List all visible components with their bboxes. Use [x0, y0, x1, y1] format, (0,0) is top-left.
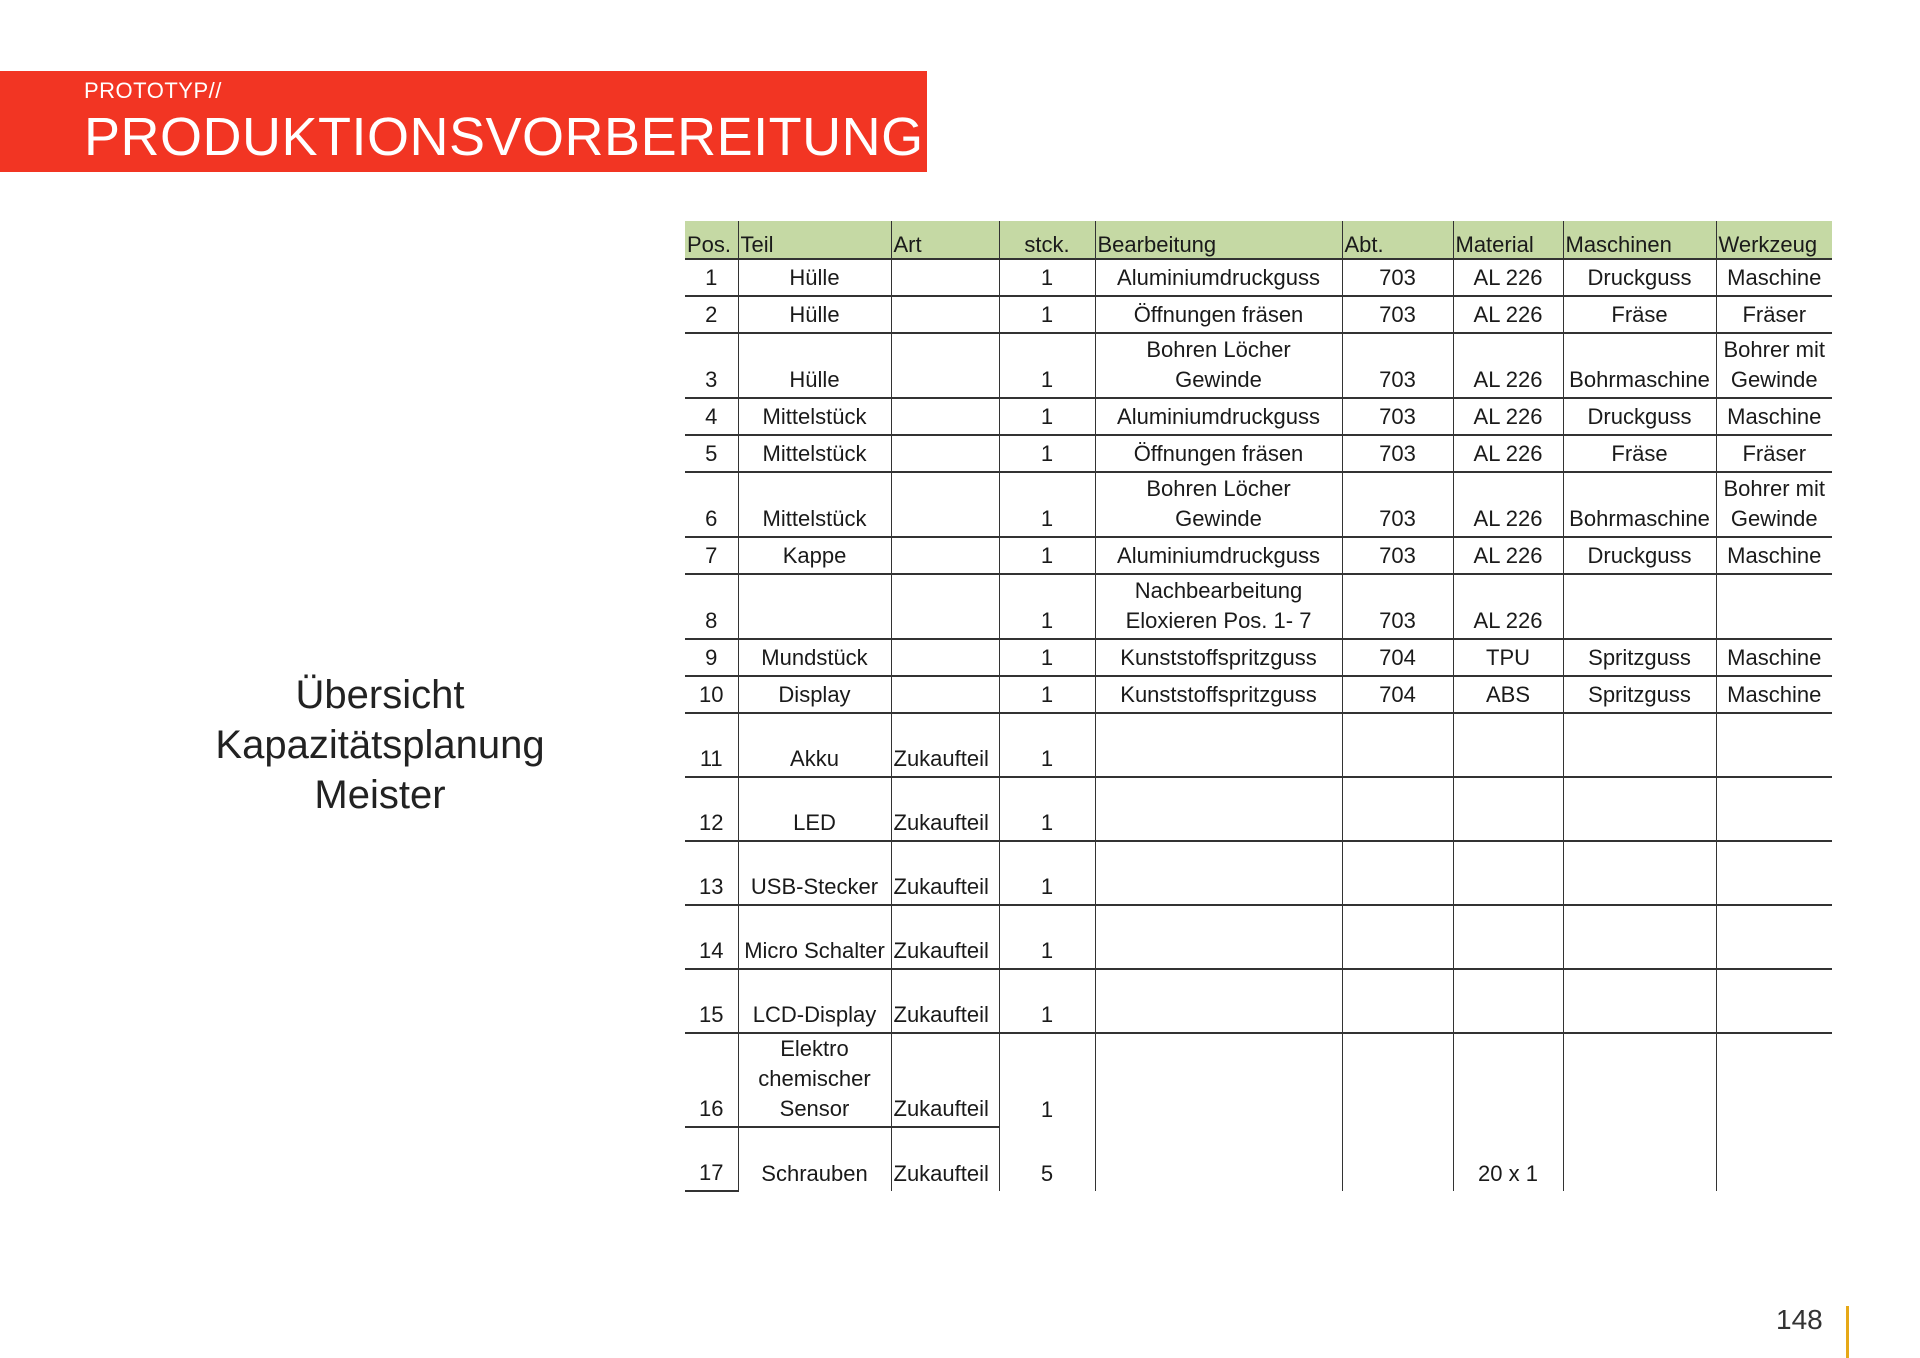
table-row: [685, 435, 1832, 472]
cell-maschinen: Fräse: [1563, 435, 1716, 472]
cell-line: chemischer: [758, 1066, 871, 1091]
cell-art: [891, 435, 999, 472]
cell-werkzeug: Maschine: [1716, 639, 1832, 676]
cell-maschinen: [1563, 1127, 1716, 1191]
cell-werkzeug: [1716, 841, 1832, 905]
cell-bearbeitung: [1095, 841, 1342, 905]
cell-material: AL 226: [1453, 435, 1563, 472]
cell-stck: 1: [999, 398, 1095, 435]
cell-material: [1453, 969, 1563, 1033]
cell-werkzeug: [1716, 713, 1832, 777]
cell-line: Gewinde: [1730, 367, 1818, 392]
cell-teil: LCD-Display: [738, 969, 891, 1033]
table-row: [685, 472, 1832, 537]
cell-teil: Akku: [738, 713, 891, 777]
cell-maschinen: [1563, 905, 1716, 969]
cell-art: [891, 472, 999, 537]
cell-teil: Hülle: [738, 333, 891, 398]
cell-maschinen: [1563, 969, 1716, 1033]
cell-material: AL 226: [1453, 472, 1563, 537]
cell-maschinen: Druckguss: [1563, 259, 1716, 296]
header-kicker: PROTOTYP//: [84, 78, 222, 103]
table-row: [685, 398, 1832, 435]
cell-bearbeitung: Öffnungen fräsen: [1095, 296, 1342, 333]
cell-stck: 1: [999, 435, 1095, 472]
cell-stck: 1: [999, 905, 1095, 969]
cell-material: [1453, 713, 1563, 777]
cell-abt: [1342, 841, 1453, 905]
cell-material: AL 226: [1453, 537, 1563, 574]
cell-pos: 10: [685, 676, 738, 713]
col-header-werkzeug: Werkzeug: [1716, 221, 1832, 259]
table-row: [685, 259, 1832, 296]
cell-line: Elektro: [780, 1036, 849, 1061]
cell-abt: 703: [1342, 259, 1453, 296]
side-caption: [200, 670, 560, 820]
cell-stck: 1: [999, 639, 1095, 676]
cell-line: Bohrer mit: [1723, 476, 1825, 501]
cell-bearbeitung: [1095, 1033, 1342, 1127]
cell-bearbeitung: Aluminiumdruckguss: [1095, 259, 1342, 296]
cell-pos: 8: [685, 574, 738, 639]
cell-material: [1453, 905, 1563, 969]
cell-werkzeug: [1716, 472, 1832, 537]
cell-werkzeug: Fräser: [1716, 296, 1832, 333]
cell-teil: Display: [738, 676, 891, 713]
cell-werkzeug: Fräser: [1716, 435, 1832, 472]
cell-line: Gewinde: [1175, 506, 1262, 531]
cell-pos: 14: [685, 905, 738, 969]
col-header-stck: stck.: [999, 221, 1095, 259]
cell-abt: 703: [1342, 333, 1453, 398]
col-header-art: Art: [891, 221, 999, 259]
cell-teil: Hülle: [738, 259, 891, 296]
cell-werkzeug: Maschine: [1716, 259, 1832, 296]
cell-art: [891, 574, 999, 639]
cell-art: Zukaufteil: [891, 1127, 999, 1191]
cell-pos: 1: [685, 259, 738, 296]
cell-abt: 703: [1342, 537, 1453, 574]
cell-teil: [738, 574, 891, 639]
page-number: 148: [1776, 1304, 1823, 1335]
cell-stck: 1: [999, 841, 1095, 905]
cell-abt: [1342, 1033, 1453, 1127]
table-row: [685, 777, 1832, 841]
cell-art: Zukaufteil: [891, 777, 999, 841]
cell-pos: 16: [685, 1033, 738, 1127]
cell-bearbeitung: Kunststoffspritzguss: [1095, 639, 1342, 676]
cell-maschinen: [1563, 574, 1716, 639]
cell-maschinen: [1563, 1033, 1716, 1127]
cell-bearbeitung: Aluminiumdruckguss: [1095, 537, 1342, 574]
table-row: [685, 537, 1832, 574]
cell-werkzeug: [1716, 1033, 1832, 1127]
cell-line: Sensor: [779, 1096, 850, 1121]
cell-pos: 4: [685, 398, 738, 435]
cell-maschinen: Druckguss: [1563, 537, 1716, 574]
cell-bearbeitung: [1095, 713, 1342, 777]
table-row: [685, 1033, 1832, 1127]
cell-teil: USB-Stecker: [738, 841, 891, 905]
cell-line: Nachbearbeitung: [1134, 578, 1303, 603]
cell-stck: 1: [999, 574, 1095, 639]
cell-abt: [1342, 1127, 1453, 1191]
cell-abt: [1342, 713, 1453, 777]
cell-werkzeug: [1716, 777, 1832, 841]
table-row: [685, 574, 1832, 639]
table-row: [685, 639, 1832, 676]
table-row: [685, 296, 1832, 333]
cell-maschinen: Bohrmaschine: [1563, 333, 1716, 398]
cell-teil: Mittelstück: [738, 398, 891, 435]
cell-maschinen: Spritzguss: [1563, 676, 1716, 713]
cell-abt: 703: [1342, 574, 1453, 639]
cell-maschinen: [1563, 841, 1716, 905]
cell-pos: 9: [685, 639, 738, 676]
cell-pos: 7: [685, 537, 738, 574]
cell-material: AL 226: [1453, 574, 1563, 639]
cell-stck: 1: [999, 969, 1095, 1033]
cell-stck: 1: [999, 537, 1095, 574]
cell-maschinen: Spritzguss: [1563, 639, 1716, 676]
cell-werkzeug: Maschine: [1716, 537, 1832, 574]
cell-pos: 15: [685, 969, 738, 1033]
cell-teil: [738, 1033, 891, 1127]
cell-bearbeitung: [1095, 472, 1342, 537]
cell-werkzeug: [1716, 905, 1832, 969]
cell-bearbeitung: [1095, 969, 1342, 1033]
cell-pos: 5: [685, 435, 738, 472]
cell-stck: 1: [999, 472, 1095, 537]
cell-art: [891, 676, 999, 713]
cell-stck: 1: [999, 713, 1095, 777]
cell-bearbeitung: [1095, 1127, 1342, 1191]
cell-bearbeitung: Öffnungen fräsen: [1095, 435, 1342, 472]
cell-abt: 703: [1342, 435, 1453, 472]
cell-maschinen: [1563, 777, 1716, 841]
cell-pos: 11: [685, 713, 738, 777]
cell-material: [1453, 777, 1563, 841]
cell-stck: 1: [999, 1033, 1095, 1127]
col-header-maschinen: Maschinen: [1563, 221, 1716, 259]
cell-abt: 704: [1342, 639, 1453, 676]
cell-material: [1453, 1033, 1563, 1127]
side-caption-line: Meister: [314, 773, 446, 817]
cell-art: Zukaufteil: [891, 969, 999, 1033]
cell-bearbeitung: Kunststoffspritzguss: [1095, 676, 1342, 713]
table-row: [685, 333, 1832, 398]
cell-maschinen: [1563, 713, 1716, 777]
cell-art: [891, 398, 999, 435]
cell-material: AL 226: [1453, 259, 1563, 296]
cell-abt: [1342, 969, 1453, 1033]
cell-stck: 1: [999, 676, 1095, 713]
cell-art: [891, 296, 999, 333]
cell-abt: [1342, 905, 1453, 969]
cell-abt: 703: [1342, 472, 1453, 537]
cell-stck: 1: [999, 777, 1095, 841]
cell-abt: [1342, 777, 1453, 841]
cell-material: AL 226: [1453, 296, 1563, 333]
cell-line: Bohrer mit: [1723, 337, 1825, 362]
cell-teil: Mittelstück: [738, 472, 891, 537]
cell-werkzeug: [1716, 969, 1832, 1033]
cell-line: Bohren Löcher: [1146, 476, 1291, 501]
cell-art: [891, 639, 999, 676]
cell-abt: 703: [1342, 296, 1453, 333]
cell-teil: LED: [738, 777, 891, 841]
cell-abt: 703: [1342, 398, 1453, 435]
table-header-row: [685, 221, 1832, 259]
col-header-pos: Pos.: [685, 221, 738, 259]
cell-werkzeug: [1716, 333, 1832, 398]
cell-material: AL 226: [1453, 333, 1563, 398]
cell-stck: 1: [999, 333, 1095, 398]
cell-material: [1453, 841, 1563, 905]
cell-pos: 6: [685, 472, 738, 537]
side-caption-line: Übersicht: [295, 673, 465, 717]
cell-maschinen: Fräse: [1563, 296, 1716, 333]
cell-line: Gewinde: [1175, 367, 1262, 392]
cell-art: Zukaufteil: [891, 1033, 999, 1127]
table-row: [685, 969, 1832, 1033]
cell-maschinen: Druckguss: [1563, 398, 1716, 435]
cell-werkzeug: Maschine: [1716, 676, 1832, 713]
cell-werkzeug: [1716, 1127, 1832, 1191]
cell-werkzeug: [1716, 574, 1832, 639]
cell-line: Eloxieren Pos. 1- 7: [1125, 608, 1312, 633]
cell-art: Zukaufteil: [891, 841, 999, 905]
cell-material: TPU: [1453, 639, 1563, 676]
page-title: PRODUKTIONSVORBEREITUNG: [84, 107, 924, 167]
table-row: [685, 713, 1832, 777]
table-row: [685, 841, 1832, 905]
cell-bearbeitung: [1095, 777, 1342, 841]
cell-bearbeitung: [1095, 333, 1342, 398]
cell-line: Bohren Löcher: [1146, 337, 1291, 362]
cell-material: AL 226: [1453, 398, 1563, 435]
cell-pos: 2: [685, 296, 738, 333]
cell-stck: 5: [999, 1127, 1095, 1191]
cell-teil: Schrauben: [738, 1127, 891, 1191]
side-caption-line: Kapazitätsplanung: [215, 723, 545, 767]
col-header-abt: Abt.: [1342, 221, 1453, 259]
production-table: [685, 221, 1832, 1192]
cell-teil: Micro Schalter: [738, 905, 891, 969]
col-header-bearbeitung: Bearbeitung: [1095, 221, 1342, 259]
cell-bearbeitung: [1095, 574, 1342, 639]
cell-material: 20 x 1: [1453, 1127, 1563, 1191]
col-header-material: Material: [1453, 221, 1563, 259]
cell-line: Gewinde: [1730, 506, 1818, 531]
cell-teil: Mittelstück: [738, 435, 891, 472]
table-row: [685, 905, 1832, 969]
page-number-rule: [1846, 1306, 1849, 1358]
cell-art: [891, 333, 999, 398]
cell-bearbeitung: Aluminiumdruckguss: [1095, 398, 1342, 435]
cell-werkzeug: Maschine: [1716, 398, 1832, 435]
cell-pos: 12: [685, 777, 738, 841]
cell-art: [891, 537, 999, 574]
cell-bearbeitung: [1095, 905, 1342, 969]
cell-teil: Hülle: [738, 296, 891, 333]
cell-art: Zukaufteil: [891, 713, 999, 777]
cell-maschinen: Bohrmaschine: [1563, 472, 1716, 537]
table-row: [685, 676, 1832, 713]
col-header-teil: Teil: [738, 221, 891, 259]
cell-art: Zukaufteil: [891, 905, 999, 969]
cell-material: ABS: [1453, 676, 1563, 713]
header-banner: [0, 71, 927, 172]
cell-stck: 1: [999, 259, 1095, 296]
table-row: [685, 1127, 1832, 1191]
cell-pos: 13: [685, 841, 738, 905]
cell-teil: Kappe: [738, 537, 891, 574]
cell-stck: 1: [999, 296, 1095, 333]
cell-pos: 3: [685, 333, 738, 398]
cell-pos: 17: [685, 1127, 738, 1191]
cell-art: [891, 259, 999, 296]
cell-abt: 704: [1342, 676, 1453, 713]
cell-teil: Mundstück: [738, 639, 891, 676]
